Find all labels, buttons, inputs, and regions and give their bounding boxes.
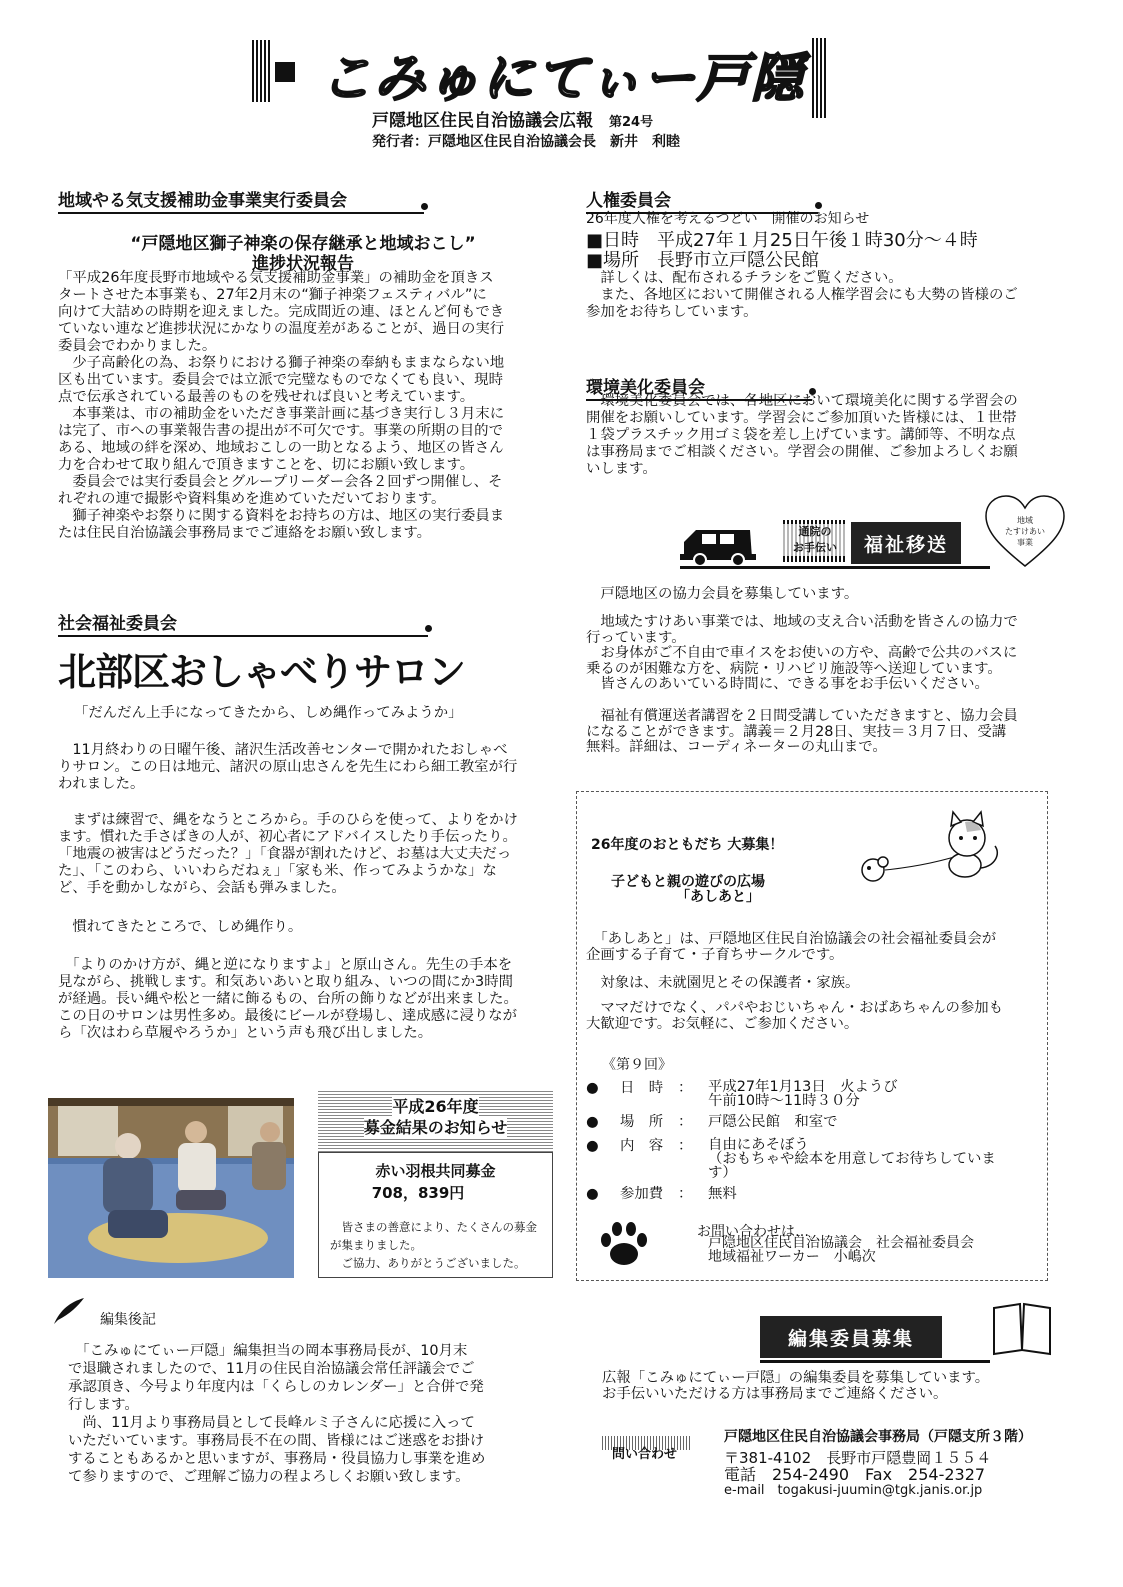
ashiato-row-value: 無料 [708,1186,737,1202]
s1-body: 「平成26年度長野市地域やる気支援補助金事業」の補助金を頂きス タートさせた本事業も、27年2月末の“獅子神楽フェスティバル”に 向けて大詰めの時期を迎えました。完成間近の連、ほとんど何もでき ていない連など進捗状況にかなりの温度差があることが、過日の実行 委員会でわかりました。 少子高齢化の為、お祭りにおける獅子神楽の奉納もままならない地 区も出ています。委員会では立派で完璧なものでなくても良い、現時 点で伝承されている最善のものを残せれば良いと考えています。 本事業は、市の補助金をいただき事業計画に基づき実行し３月末に は完了、市への事業報告書の提出が不可欠です。事業の所期の目的で ある、地域の絆を深め、地域おこしの一助となるよう、地区の皆さん 力を合わせて取り組んで頂きますことを、切にお願い致します。 委員会では実行委員会とグループリーダー会各２回ずつ開催し、そ れぞれの連で撮影や資料集めを進めていただいております。 獅子神楽やお祭りに関する資料をお持ちの方は、地区の実行委員ま たは住民自治協議会事務局までご連絡をお願い致します。 [58,270,505,541]
salon-p5: 「よりのかけ方が、縄と逆になりますよ」と原山さん。先生の手本を 見ながら、挑戦します。和気あいあいと取り組み、いつの間にか3時間 が経過。長い縄や松と一緒に飾るもの、台所の飾りなどが出来ました。 この日のサロンは男性多め。最後にビールが登場し、達成感に浸りなが ら「次はわら草履やろうか」という声も飛び出しました。 [58,957,518,1041]
salon-photo [48,1098,294,1278]
fukushi-small-label: 通院の お手伝い [783,524,847,556]
salon-p2: 11月終わりの日曜午後、諸沢生活改善センターで開かれたおしゃべ りサロン。この日は地元、諸沢の原山忠さんを先生にわら細工教室が行 われました。 [58,742,518,792]
jinken-place: ■場所 長野市立戸隠公民館 [586,250,820,271]
salon-p4: 慣れてきたところで、しめ縄作り。 [58,919,303,935]
ashiato-row-value: 平成27年1月13日 火ようび 午前10時～11時３０分 [708,1079,898,1109]
henshu-body: 広報「こみゅにてぃー戸隠」の編集委員を募集しています。 お手伝いいただける方は事務局までご連絡ください。 [602,1370,990,1402]
editor-heading: 編集後記 [100,1312,156,1328]
s1-title-line2: 進捗状況報告 [252,254,354,274]
kankyo-body: 環境美化委員会では、各地区において環境美化に関する学習会の 開催をお願いしています。学習会にご参加頂いた皆様には、１世帯 １袋プラスチック用ゴミ袋を差し上げています。講師等、不明な点 は事務局までご相談ください。学習会の開催、ご参加よろしくお願 いします。 [586,393,1018,477]
ashiato-contact-body: 戸隠地区住民自治協議会 社会福祉委員会 地域福祉ワーカー 小嶋次 [708,1235,974,1265]
fukushi-p1: 戸隠地区の協力会員を募集しています。 [586,586,859,602]
section-heading-kankyo: 環境美化委員会 [586,373,812,401]
heart-text: 地域 たすけあい 事業 [1005,516,1045,547]
henshu-label-line [760,1360,990,1363]
ashiato-row-colon: ： [678,1080,693,1096]
fukushi-label: 福祉移送 [851,522,961,564]
fund-title-text: 平成26年度 募金結果のお知らせ [363,1097,508,1137]
masthead-subtitle: 戸隠地区住民自治協議会広報 [372,111,593,131]
ashiato-title2: 子どもと親の遊びの広場 [611,874,765,890]
fund-name: 赤い羽根共同募金 [375,1162,496,1180]
masthead-stripe-left [252,40,270,102]
ashiato-round: 《第９回》 [602,1057,672,1073]
cat-with-bird-toy-icon [855,810,1005,890]
henshu-label: 編集委員募集 [760,1316,942,1358]
section-heading-yaruki: 地域やる気支援補助金事業実行委員会 [58,186,424,214]
salon-photo-image [48,1098,294,1278]
open-book-icon [990,1300,1054,1356]
ashiato-row-label: 日 時 [620,1080,664,1096]
contact-office: 戸隠地区住民自治協議会事務局（戸隠支所３階） [724,1429,1032,1445]
ashiato-row [586,1186,1036,1210]
bullet-icon: ● [586,1138,599,1154]
ashiato-row-label: 内 容 [620,1138,664,1154]
bullet-icon: ● [586,1080,599,1096]
masthead-stripe-right [812,38,826,118]
fukushi-p3: 福祉有償運送者講習を２日間受講していただきますと、協力会員 になることができます。講義＝２月28日、実技＝３月７日、受講 無料。詳細は、コーディネーターの丸山まで。 [586,708,1018,755]
fund-title [318,1096,553,1138]
ashiato-p3: ママだけでなく、パパやおじいちゃん・おばあちゃんの参加も 大歓迎です。お気軽に、ご参加ください。 [586,1000,1004,1032]
ashiato-row [586,1114,1036,1138]
van-icon [680,526,756,568]
fund-box [318,1090,553,1278]
paw-print-icon [598,1220,650,1268]
masthead-square [275,62,295,82]
masthead-subtitle-row [372,106,653,131]
bullet-icon: ● [586,1186,599,1202]
ashiato-row-colon: ： [678,1114,693,1130]
heading-dot [421,203,428,210]
salon-p1: 「だんだん上手になってきたから、しめ縄作ってみようか」 [74,705,463,721]
ashiato-title1: 26年度のおともだち 大募集！ [591,837,784,853]
ashiato-p1: 「あしあと」は、戸隠地区住民自治協議会の社会福祉委員会が 企画する子育て・子育ちサークルです。 [586,931,997,963]
masthead-title: こみゅにてぃー戸隠 [320,48,805,109]
contact-address: 〒381-4102 長野市戸隠豊岡１５５４ [724,1449,992,1467]
salon-p3: まずは練習で、縄をなうところから。手のひらを使って、よりをかけ ます。慣れた手さばきの人が、初心者にアドバイスしたり手伝ったり。 「地震の被害はどうだった？」「食器が割れたけど、お墓は大丈夫だっ た」、「このわら、いいわらだねぇ」「家も米、作ってみようかな」な ど、手を動かしながら、会話も弾みました。 [58,812,518,896]
ashiato-row-value: 自由にあそぼう （おもちゃや絵本を用意してお待ちしていま す） [708,1137,996,1181]
ashiato-p2: 対象は、未就園児とその保護者・家族。 [586,975,860,991]
contact-phone: 電話 254-2490 Fax 254-2327 [724,1465,986,1484]
masthead-publisher: 発行者：戸隠地区住民自治協議会長 新井 利睦 [372,134,680,150]
fund-body: 皆さまの善意により、たくさんの募金 が集まりました。 ご協力、ありがとうございました。 [330,1220,537,1270]
fukushi-label-line [680,566,990,569]
section-heading-shakai-fukushi: 社会福祉委員会 [58,609,428,637]
ashiato-rows [586,1080,1036,1210]
salon-big-title: 北部区おしゃべりサロン [58,650,466,694]
ashiato-row-value: 戸隠公民館 和室で [708,1114,838,1130]
masthead-issue: 第24号 [609,115,654,130]
fukushi-p2: 地域たすけあい事業では、地域の支え合い活動を皆さんの協力で 行っています。 お身体がご不自由で車イスをお使いの方や、高齢で公共のバスに 乗るのが困難な方を、病院・リハビリ施設等へ送迎しています。 皆さんのあいている時間に、できる事をお手伝いください。 [586,614,1018,692]
fund-amount: 708，839円 [371,1184,465,1202]
ashiato-row [586,1080,1036,1114]
jinken-body: 詳しくは、配布されるチラシをご覧ください。 また、各地区において開催される人権学習会にも大勢の皆様のご 参加をお待ちしています。 [586,270,1018,320]
s1-title-line1: “戸隠地区獅子神楽の保存継承と地域おこし” [130,234,476,254]
bullet-icon: ● [586,1114,599,1130]
ashiato-row-colon: ： [678,1186,693,1202]
editor-body: 「こみゅにてぃー戸隠」編集担当の岡本事務局長が、10月末 で退職されましたので、11月の住民自治協議会常任評議会でご 承認頂き、今号より年度内は「くらしのカレンダー」と合併で発 行します。 尚、11月より事務局員として長峰ルミ子さんに応援に入って いただいています。事務局長不在の間、皆様にはご迷惑をお掛け することもあるかと思いますが、事務局・役員協力し事業を進め て参りますので、ご理解ご協力の程よろしくお願い致します。 [68,1343,486,1485]
jinken-date: ■日時 平成27年１月25日午後１時30分～４時 [586,230,978,251]
ashiato-title3: 「あしあと」 [676,889,760,905]
jinken-sub: 26年度人権を考えるつどい 開催のお知らせ [586,211,870,227]
ashiato-row-colon: ： [678,1138,693,1154]
ashiato-row-label: 場 所 [620,1114,664,1130]
ashiato-row-label: 参加費 [620,1186,664,1202]
contact-email: e-mail togakusi-juumin@tgk.janis.or.jp [724,1483,983,1498]
heading-dot [425,625,432,632]
ashiato-contact-label: お問い合わせは… [697,1224,809,1240]
ashiato-row [586,1138,1036,1186]
quill-pen-icon [52,1296,86,1326]
contact-label: 問い合わせ [612,1447,678,1462]
section-heading-jinken: 人権委員会 [586,186,818,214]
